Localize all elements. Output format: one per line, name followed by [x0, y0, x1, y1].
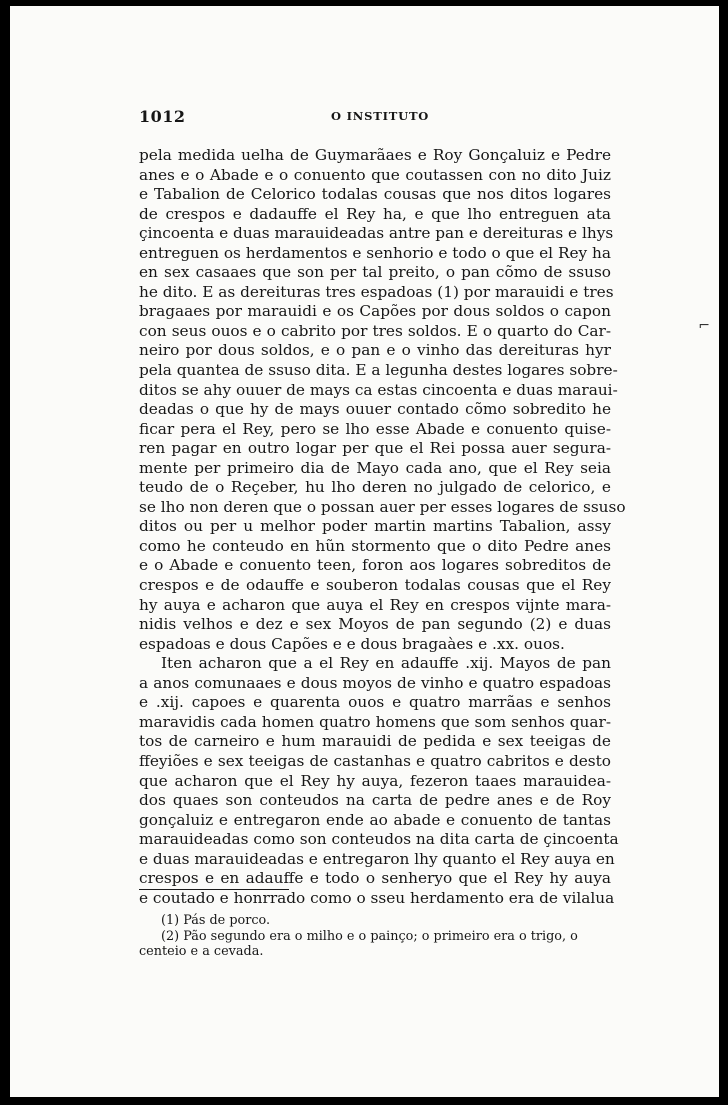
- text-line: neiro por dous soldos, e o pan e o vinho das dereituras hyr: [139, 341, 611, 360]
- text-line: hy auya e acharon que auya el Rey en crespos vijnte mara-: [139, 595, 611, 614]
- text-line: ditos se ahy ouuer de mays ca estas cincoenta e duas maraui-: [139, 380, 618, 399]
- text-line: e duas marauideadas e entregaron lhy quanto el Rey auya en: [139, 849, 615, 868]
- text-line: nidis velhos e dez e sex Moyos de pan segundo (2) e duas: [139, 615, 611, 634]
- text-line: de crespos e dadauffe el Rey ha, e que lho entreguen ata: [139, 204, 611, 223]
- text-line: marauideadas como son conteudos na dita carta de çincoenta: [139, 830, 619, 849]
- text-line: crespos e en adauffe e todo o senheryo que el Rey hy auya: [139, 869, 611, 888]
- text-line: e Tabalion de Celorico todalas cousas que nos ditos logares: [139, 185, 611, 204]
- text-line: ffeyiões e sex teeigas de castanhas e quatro cabritos e desto: [139, 751, 611, 770]
- text-line: dos quaes son conteudos na carta de pedre anes e de Roy: [139, 791, 611, 810]
- text-line: ditos ou per u melhor poder martin martins Tabalion, assy: [139, 517, 611, 536]
- running-head: O INSTITUTO: [331, 109, 430, 123]
- text-line: como he conteudo en hũn stormento que o dito Pedre anes: [139, 536, 611, 555]
- text-line: deadas o que hy de mays ouuer contado cõmo sobredito he: [139, 400, 611, 419]
- text-line: en sex casaaes que son per tal preito, o pan cõmo de ssuso: [139, 263, 611, 282]
- text-line: e o Abade e conuento teen, foron aos logares sobreditos de: [139, 556, 611, 575]
- text-line: ren pagar en outro logar per que el Rei possa auer segura-: [139, 439, 611, 458]
- text-line: ficar pera el Rey, pero se lho esse Abade e conuento quise-: [139, 419, 611, 438]
- text-line: e .xij. capoes e quarenta ouos e quatro marrãas e senhos: [139, 693, 611, 712]
- text-line: crespos e de odauffe e souberon todalas cousas que el Rey: [139, 576, 611, 595]
- page-number: 1012: [139, 107, 186, 126]
- text-line: pela quantea de ssuso dita. E a legunha destes logares sobre-: [139, 361, 618, 380]
- footnote-2: (2) Pão segundo era o milho e o painço; o primeiro era o trigo, o: [161, 928, 578, 944]
- text-line: con seus ouos e o cabrito por tres soldos. E o quarto do Car-: [139, 321, 611, 340]
- text-line: he dito. E as dereituras tres espadoas (1) por marauidi e tres: [139, 282, 614, 301]
- text-line: entreguen os herdamentos e senhorio e todo o que el Rey ha: [139, 243, 611, 262]
- text-line: gonçaluiz e entregaron ende ao abade e conuento de tantas: [139, 810, 611, 829]
- page-header: [139, 107, 611, 129]
- text-line: pela medida uelha de Guymarãaes e Roy Gonçaluiz e Pedre: [139, 146, 611, 164]
- text-line: que acharon que el Rey hy auya, fezeron taaes marauideа-: [139, 771, 611, 790]
- text-line: maravidis cada homen quatro homens que som senhos quar-: [139, 712, 611, 731]
- footnote-divider: [139, 889, 289, 890]
- text-line: tos de carneiro e hum marauidi de pedida e sex teeigas de: [139, 732, 611, 751]
- footnote-1: (1) Pás de porco.: [161, 913, 271, 928]
- text-line: se lho non deren que o possan auer per esses logares de ssuso: [139, 497, 626, 516]
- text-line: a anos comunaaes e dous moyos de vinho e quatro espadoas: [139, 673, 611, 692]
- footnote-2-continuation: centeio e a cevada.: [139, 944, 264, 960]
- margin-mark: ⌐: [698, 318, 710, 334]
- text-line: bragaaes por marauidi e os Capões por dous soldos o capon: [139, 302, 611, 321]
- text-line: mente per primeiro dia de Mayo cada ano, que el Rey seia: [139, 458, 611, 477]
- body-text: [139, 146, 626, 908]
- paragraph-start-line: Iten acharon que a el Rey en adauffe .xij. Mayos de pan: [161, 654, 611, 673]
- text-line: çincoenta e duas marauideadas antre pan e dereituras e lhys: [139, 224, 614, 243]
- text-line: e coutado e honrrado como o sseu herdamento era de vilalua: [139, 888, 615, 907]
- text-line: espadoas e dous Capões e e dous bragaàes e .xx. ouos.: [139, 634, 565, 653]
- text-line: teudo de o Reçeber, hu lho deren no julgado de celorico, e: [139, 478, 611, 497]
- text-line: anes e o Abade e o conuento que coutassen con no dito Juiz: [139, 165, 611, 184]
- footnotes: [139, 913, 613, 960]
